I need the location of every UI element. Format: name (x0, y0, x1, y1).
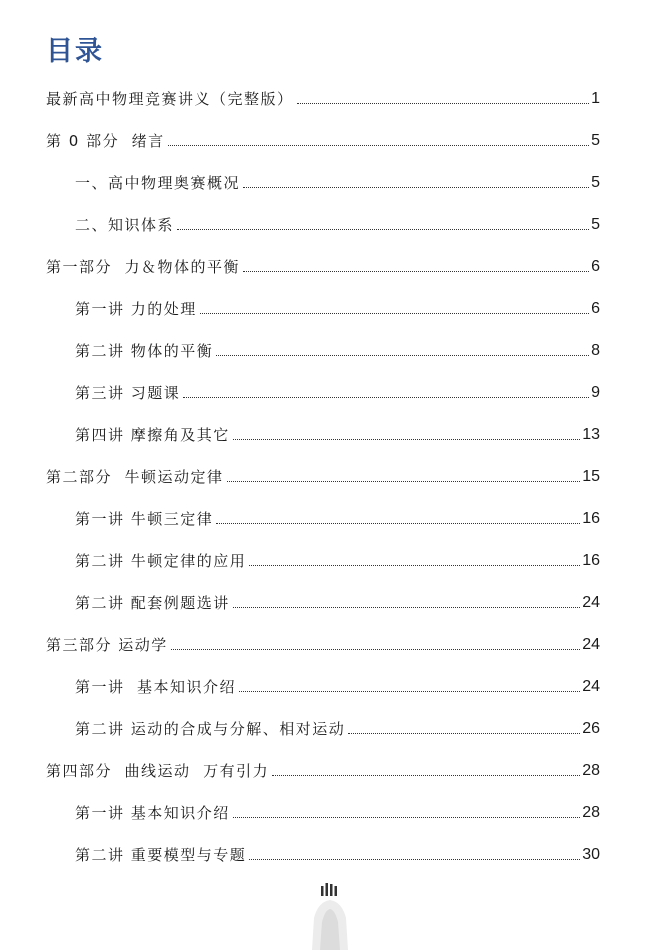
toc-entry-label: 第一讲 力的处理 (75, 300, 197, 318)
toc-entry[interactable] (75, 799, 600, 823)
dot-leader (249, 564, 580, 566)
toc-entry-page: 24 (582, 678, 600, 695)
toc-entry[interactable] (75, 547, 600, 571)
dot-leader (216, 522, 580, 524)
dot-leader (177, 228, 589, 230)
toc-entry-page: 6 (591, 258, 600, 275)
toc-entry[interactable] (46, 757, 600, 781)
dot-leader (183, 396, 589, 398)
dot-leader (243, 270, 589, 272)
toc-entry-label: 第四讲 摩擦角及其它 (75, 426, 230, 444)
dot-leader (200, 312, 589, 314)
toc-entry-label: 第三部分 运动学 (46, 636, 168, 654)
toc-entry[interactable] (75, 673, 600, 697)
dot-leader (348, 732, 580, 734)
toc-entry[interactable] (75, 589, 600, 613)
toc-title: 目录 (46, 36, 104, 67)
toc-entry-label: 最新高中物理竞赛讲义（完整版） (46, 90, 294, 108)
toc-entry-label: 第一讲 基本知识介绍 (75, 804, 230, 822)
toc-entry[interactable] (75, 295, 600, 319)
toc-entry[interactable] (75, 841, 600, 865)
dot-leader (233, 816, 580, 818)
footer-logo-icon (300, 878, 360, 950)
toc-entry-label: 第二讲 重要模型与专题 (75, 846, 247, 864)
toc-entry-page: 15 (582, 468, 600, 485)
toc-entry-label: 第三讲 习题课 (75, 384, 181, 402)
toc-entry-label: 第四部分 曲线运动 万有引力 (46, 762, 270, 780)
toc-entry-page: 8 (591, 342, 600, 359)
toc-entry-page: 5 (591, 216, 600, 233)
toc-entry-label: 第二讲 物体的平衡 (75, 342, 214, 360)
toc-entry[interactable] (75, 421, 600, 445)
toc-entry-label: 第二讲 牛顿定律的应用 (75, 552, 247, 570)
toc-entry-label: 第二讲 运动的合成与分解、相对运动 (75, 720, 346, 738)
toc-entry-label: 第二部分 牛顿运动定律 (46, 468, 224, 486)
toc-entry[interactable] (75, 379, 600, 403)
toc-entry-label: 第 0 部分 绪言 (46, 132, 165, 150)
toc-entry[interactable] (46, 253, 600, 277)
toc-entry[interactable] (75, 211, 600, 235)
toc-entry[interactable] (46, 631, 600, 655)
dot-leader (272, 774, 580, 776)
toc-entry-page: 30 (582, 846, 600, 863)
toc-entry-page: 1 (591, 90, 600, 107)
toc-entry[interactable] (46, 127, 600, 151)
dot-leader (168, 144, 589, 146)
toc-entry-page: 26 (582, 720, 600, 737)
toc-entry-page: 5 (591, 174, 600, 191)
dot-leader (227, 480, 581, 482)
toc-entry-label: 第一部分 力＆物体的平衡 (46, 258, 241, 276)
toc-entry-label: 第一讲 牛顿三定律 (75, 510, 214, 528)
toc-entry-page: 16 (582, 510, 600, 527)
dot-leader (243, 186, 589, 188)
toc-entry-label: 第一讲 基本知识介绍 (75, 678, 237, 696)
toc-entry-label: 第二讲 配套例题选讲 (75, 594, 230, 612)
toc-entry-page: 13 (582, 426, 600, 443)
dot-leader (233, 606, 580, 608)
toc-entry-page: 5 (591, 132, 600, 149)
toc-entry-page: 28 (582, 804, 600, 821)
dot-leader (216, 354, 589, 356)
toc-entry-label: 二、知识体系 (75, 216, 175, 234)
toc-entry[interactable] (46, 85, 600, 109)
toc-entry-label: 一、高中物理奥赛概况 (75, 174, 241, 192)
dot-leader (233, 438, 580, 440)
toc-entry[interactable] (46, 463, 600, 487)
toc-entry-page: 28 (582, 762, 600, 779)
dot-leader (249, 858, 580, 860)
toc-entry-page: 16 (582, 552, 600, 569)
toc-entry-page: 9 (591, 384, 600, 401)
dot-leader (239, 690, 580, 692)
dot-leader (297, 102, 590, 104)
toc-entry-page: 24 (582, 594, 600, 611)
toc-entry[interactable] (75, 715, 600, 739)
toc-entry[interactable] (75, 337, 600, 361)
toc-entry[interactable] (75, 169, 600, 193)
toc-entry-page: 6 (591, 300, 600, 317)
toc-entry-page: 24 (582, 636, 600, 653)
dot-leader (171, 648, 580, 650)
toc-entry[interactable] (75, 505, 600, 529)
